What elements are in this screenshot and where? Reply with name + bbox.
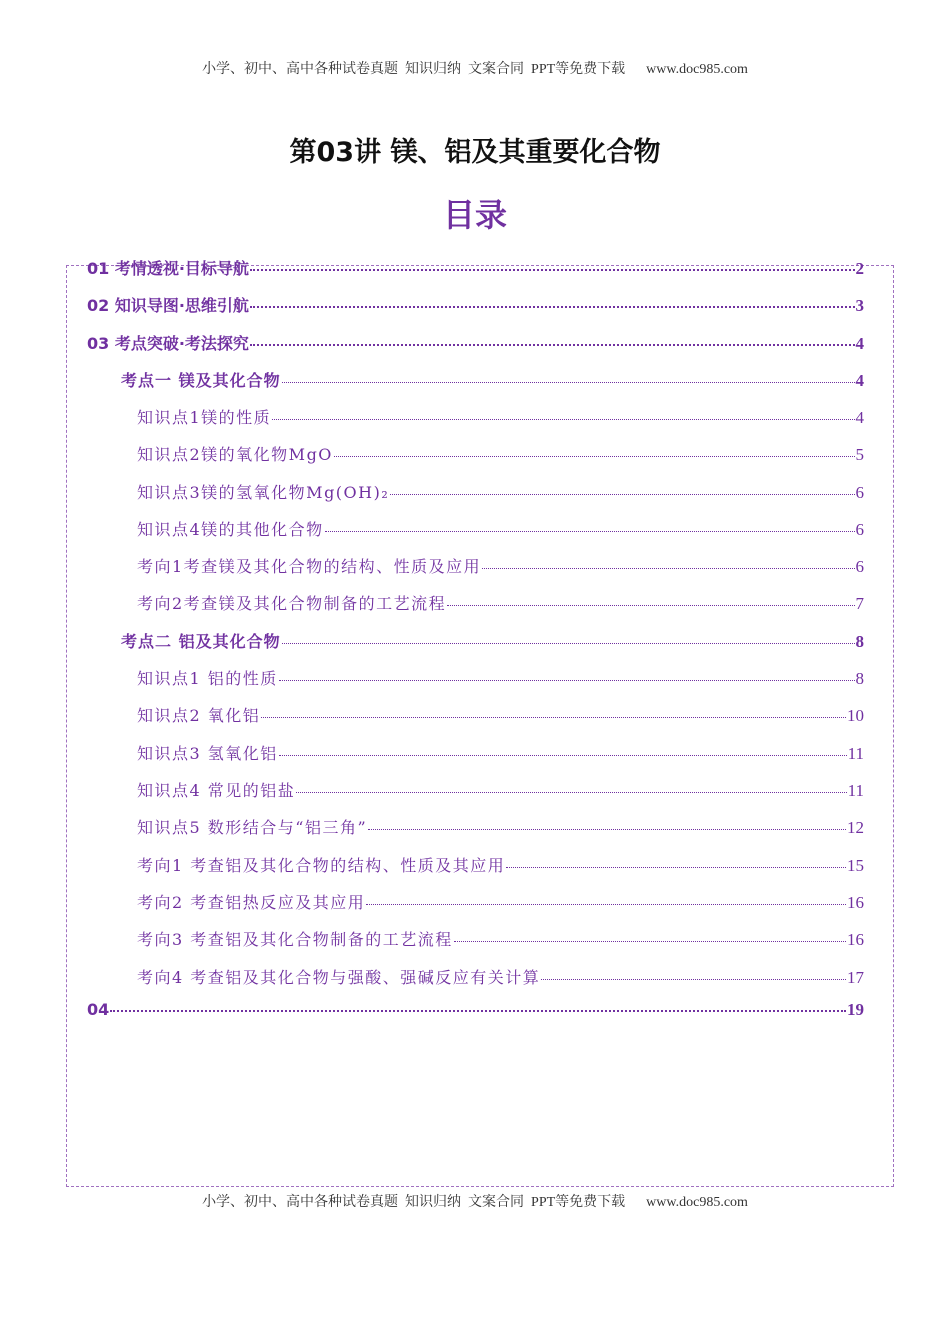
toc-entry[interactable] xyxy=(137,890,864,913)
toc-entry-label: 知识点2镁的氧化物MgO xyxy=(137,445,333,464)
toc-leader xyxy=(506,867,846,868)
document-title: 第03讲 镁、铝及其重要化合物 xyxy=(289,137,661,168)
page-header: 小学、初中、高中各种试卷真题 知识归纳 文案合同 PPT等免费下载 www.doc985.com xyxy=(202,62,748,77)
toc-leader xyxy=(447,605,854,606)
toc-entry-label: 考向1 考查铝及其化合物的结构、性质及其应用 xyxy=(137,856,506,875)
toc-entry-page: 15 xyxy=(847,856,864,875)
toc-entry[interactable] xyxy=(137,703,864,726)
toc-entry[interactable] xyxy=(137,853,864,876)
toc-entry-page: 6 xyxy=(855,483,864,502)
toc-entry-label: 03 考点突破·考法探究 xyxy=(87,334,249,353)
toc-leader xyxy=(366,904,846,905)
toc-frame xyxy=(66,265,894,1187)
toc-entry[interactable] xyxy=(87,1000,864,1020)
toc-leader xyxy=(250,344,855,346)
toc-leader xyxy=(279,680,855,681)
toc-leader xyxy=(482,568,854,569)
toc-entry[interactable] xyxy=(87,331,864,354)
toc-leader xyxy=(250,269,855,271)
toc-leader xyxy=(110,1010,846,1012)
toc-entry-page: 4 xyxy=(855,408,864,427)
toc-entry-page: 4 xyxy=(855,334,864,353)
toc-leader xyxy=(325,531,855,532)
toc-entry[interactable] xyxy=(137,480,864,503)
toc-entry[interactable] xyxy=(137,405,864,428)
toc-entry-label: 考向2考查镁及其化合物制备的工艺流程 xyxy=(137,594,447,613)
toc-entry-label: 知识点1镁的性质 xyxy=(137,408,272,427)
toc-entry-page: 11 xyxy=(847,781,864,800)
toc-entry-page: 12 xyxy=(847,818,864,837)
toc-entry-label: 考向2 考查铝热反应及其应用 xyxy=(137,893,366,912)
toc-entry[interactable] xyxy=(137,591,864,614)
toc-leader xyxy=(368,829,846,830)
toc-entry-page: 10 xyxy=(847,706,864,725)
toc-entry-label: 知识点4镁的其他化合物 xyxy=(137,520,324,539)
toc-entry-page: 16 xyxy=(847,930,864,949)
toc-leader xyxy=(541,979,846,980)
toc-entry-label: 考向4 考查铝及其化合物与强酸、强碱反应有关计算 xyxy=(137,968,541,987)
toc-leader xyxy=(296,792,846,793)
toc-entry-page: 16 xyxy=(847,893,864,912)
toc-leader xyxy=(250,306,855,308)
toc-entry-page: 17 xyxy=(847,968,864,987)
toc-entry[interactable] xyxy=(137,666,864,689)
toc-entry[interactable] xyxy=(137,815,864,838)
toc-entry-label: 考向3 考查铝及其化合物制备的工艺流程 xyxy=(137,930,453,949)
toc-leader xyxy=(272,419,854,420)
toc-entry[interactable] xyxy=(87,256,864,279)
toc-entry[interactable] xyxy=(137,554,864,577)
toc-entry-page: 5 xyxy=(855,445,864,464)
toc-entry-page: 4 xyxy=(855,371,864,390)
toc-leader xyxy=(454,941,846,942)
toc-entry-page: 7 xyxy=(855,594,864,613)
toc-leader xyxy=(390,494,854,495)
toc-entry[interactable] xyxy=(121,629,864,652)
toc-entry[interactable] xyxy=(121,368,864,391)
toc-entry-page: 8 xyxy=(855,669,864,688)
toc-entry-label: 考点二 铝及其化合物 xyxy=(121,632,281,651)
toc-entry-page: 11 xyxy=(847,744,864,763)
toc-entry[interactable] xyxy=(137,927,864,950)
toc-leader xyxy=(282,643,855,644)
toc-entry-label: 知识点4 常见的铝盐 xyxy=(137,781,296,800)
toc-leader xyxy=(261,717,846,718)
toc-entry-label: 知识点3镁的氢氧化物Mg(OH)₂ xyxy=(137,483,390,502)
toc-entry[interactable] xyxy=(137,442,864,465)
page-footer: 小学、初中、高中各种试卷真题 知识归纳 文案合同 PPT等免费下载 www.doc985.com xyxy=(202,1195,748,1210)
toc-entry-label: 04 xyxy=(87,1000,110,1019)
toc-entry-page: 6 xyxy=(855,520,864,539)
toc-entry-page: 2 xyxy=(855,259,864,278)
toc-entry-label: 知识点2 氧化铝 xyxy=(137,706,261,725)
toc-entry-page: 19 xyxy=(847,1000,864,1019)
toc-entry[interactable] xyxy=(137,517,864,540)
toc-entry-label: 知识点5 数形结合与“铝三角” xyxy=(137,818,368,837)
toc-entry-label: 考点一 镁及其化合物 xyxy=(121,371,281,390)
toc-entry[interactable] xyxy=(137,741,864,764)
toc-leader xyxy=(334,456,855,457)
toc-entry-page: 3 xyxy=(855,296,864,315)
toc-entry[interactable] xyxy=(137,778,864,801)
toc-entry-label: 02 知识导图·思维引航 xyxy=(87,296,249,315)
toc-entry-label: 知识点3 氢氧化铝 xyxy=(137,744,278,763)
toc-entry-label: 考向1考查镁及其化合物的结构、性质及应用 xyxy=(137,557,482,576)
toc-entry-page: 6 xyxy=(855,557,864,576)
toc-entry[interactable] xyxy=(87,293,864,316)
toc-entry-page: 8 xyxy=(855,632,864,651)
toc-entry-label: 01 考情透视·目标导航 xyxy=(87,259,249,278)
toc-leader xyxy=(279,755,847,756)
toc-leader xyxy=(282,382,855,383)
toc-entry[interactable] xyxy=(137,965,864,988)
toc-entry-label: 知识点1 铝的性质 xyxy=(137,669,278,688)
toc-heading: 目录 xyxy=(442,196,507,234)
